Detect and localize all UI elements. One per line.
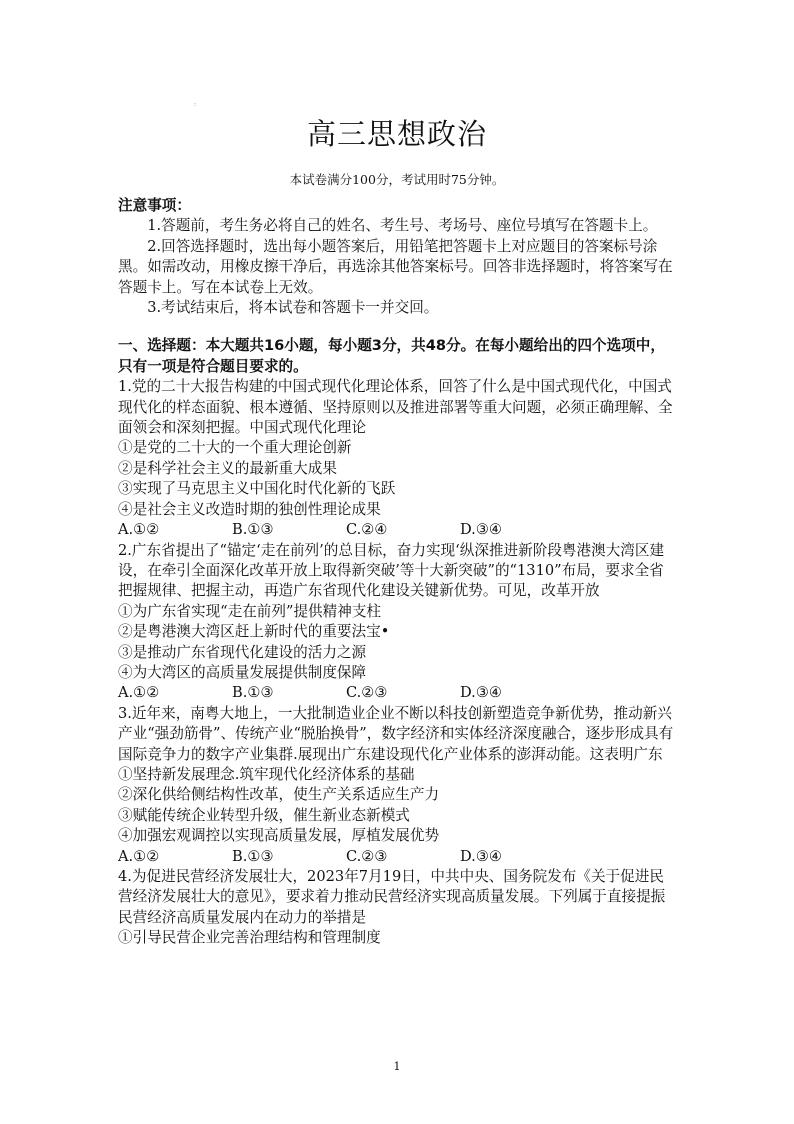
statement-item: ④为大湾区的高质量发展提供制度保障 — [118, 663, 367, 681]
question-1 — [118, 377, 678, 540]
option-b: B.①③ — [232, 521, 274, 539]
notice-item: 3.考试结束后，将本试卷和答题卡一并交回。 — [147, 299, 439, 317]
question-stem: 1.党的二十大报告构建的中国式现代化理论体系，回答了什么是中国式现代化，中国式现代化的样态面貌、根本遵循、坚持原则以及推进部署等重大问题，必须正确理解、全面领会和深刻把握。中国式现代化理论 — [118, 378, 673, 437]
question-2 — [118, 541, 678, 704]
option-c: C.②③ — [346, 847, 388, 865]
question-stem: 2.广东省提出了“锚定‘走在前列’的总目标，奋力实现‘纵深推进新阶段粤港澳大湾区建设，在牵引全面深化改革开放上取得新突破’等十大新突破”的“1310”布局，要求全省把握规律、把握主动，再造广东省现代化建设关键新优势。可见，改革开放 — [118, 541, 665, 600]
option-d: D.③④ — [460, 521, 502, 539]
statement-item: ④是社会主义改造时期的独创性理论成果 — [118, 500, 381, 518]
statement-item: ④加强宏观调控以实现高质量发展，厚植发展优势 — [118, 827, 440, 845]
notice-item: 1.答题前，考生务必将自己的姓名、考生号、考场号、座位号填写在答题卡上。 — [147, 217, 658, 235]
statement-item: ①坚持新发展理念.筑牢现代化经济体系的基础 — [118, 765, 415, 783]
page-number: 1 — [393, 1060, 401, 1073]
statement-item: ②是科学社会主义的最新重大成果 — [118, 459, 337, 477]
option-d: D.③④ — [460, 847, 502, 865]
option-a: A.①② — [118, 521, 160, 539]
scan-mark: : — [194, 101, 197, 108]
exam-title: 高三思想政治 — [306, 117, 487, 151]
notice-item: 2.回答选择题时，选出每小题答案后，用铅笔把答题卡上对应题目的答案标号涂黑。如需改动，用橡皮擦干净后，再选涂其他答案标号。回答非选择题时，将答案写在答题卡上。写在本试卷上无效。 — [118, 237, 673, 296]
statement-item: ②深化供给侧结构性改革，使生产关系适应生产力 — [118, 786, 440, 804]
answer-options — [118, 520, 678, 540]
option-a: A.①② — [118, 847, 160, 865]
option-c: C.②③ — [346, 684, 388, 702]
statement-item: ③是推动广东省现代化建设的活力之源 — [118, 643, 367, 661]
question-stem: 3.近年来，南粤大地上，一大批制造业企业不断以科技创新塑造竞争新优势，推动新兴产业“强劲筋骨”、传统产业“脱胎换骨”，数字经济和实体经济深度融合，逐步形成具有国际竞争力的数字产业集群.展现出广东建设现代化产业体系的澎湃动能。这表明广东 — [118, 704, 674, 763]
option-b: B.①③ — [232, 847, 274, 865]
exam-subtitle: 本试卷满分100分，考试用时75分钟。 — [289, 172, 505, 187]
statement-item: ③赋能传统企业转型升级，催生新业态新模式 — [118, 806, 410, 824]
statement-item: ③实现了马克思主义中国化时代化新的飞跃 — [118, 480, 396, 498]
question-3 — [118, 704, 678, 867]
answer-options — [118, 683, 678, 703]
section-heading: 一、选择题：本大题共16小题，每小题3分，共48分。在每小题给出的四个选项中，只有一项是符合题目要求的。 — [118, 337, 665, 375]
option-d: D.③④ — [460, 684, 502, 702]
question-4 — [118, 867, 678, 949]
statement-item: ①为广东省实现“走在前列”提供精神支柱 — [118, 602, 382, 620]
option-a: A.①② — [118, 684, 160, 702]
statement-item: ②是粤港澳大湾区赶上新时代的重要法宝• — [118, 623, 390, 641]
exam-body — [118, 196, 678, 949]
answer-options — [118, 847, 678, 867]
option-b: B.①③ — [232, 684, 274, 702]
statement-item: ①是党的二十大的一个重大理论创新 — [118, 439, 352, 457]
notice-heading: 注意事项： — [118, 197, 191, 214]
statement-item: ①引导民营企业完善治理结构和管理制度 — [118, 929, 381, 947]
question-stem: 4.为促进民营经济发展壮大，2023年7月19日，中共中央、国务院发布《关于促进民营经济发展壮大的意见》，要求着力推动民营经济实现高质量发展。下列属于直接提振民营经济高质量发展内在动力的举措是 — [118, 868, 666, 926]
option-c: C.②④ — [346, 521, 388, 539]
